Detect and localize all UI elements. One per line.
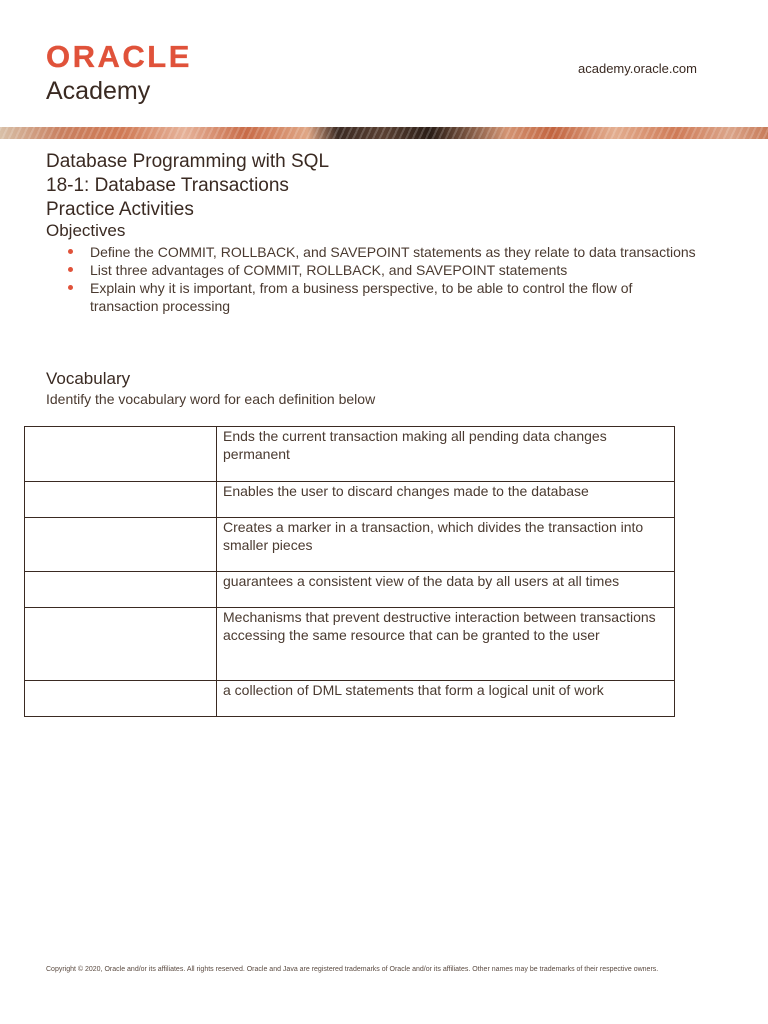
table-row bbox=[25, 482, 675, 518]
document-titles bbox=[46, 150, 329, 222]
vocab-term-cell[interactable] bbox=[25, 681, 217, 717]
vocab-definition-cell: Mechanisms that prevent destructive interaction between transactions accessing the same resource that can be granted to the user bbox=[217, 608, 675, 681]
vocab-term-cell[interactable] bbox=[25, 572, 217, 608]
objective-text: List three advantages of COMMIT, ROLLBACK, and SAVEPOINT statements bbox=[90, 262, 568, 278]
objectives-list bbox=[68, 243, 698, 315]
table-row bbox=[25, 427, 675, 482]
objective-text: Define the COMMIT, ROLLBACK, and SAVEPOINT statements as they relate to data transactions bbox=[90, 244, 696, 260]
vocab-definition-cell: guarantees a consistent view of the data by all users at all times bbox=[217, 572, 675, 608]
oracle-logo-word: ORACLE bbox=[46, 39, 192, 74]
site-url: academy.oracle.com bbox=[578, 61, 697, 76]
vocab-definition-cell: a collection of DML statements that form a logical unit of work bbox=[217, 681, 675, 717]
academy-logo-text: Academy bbox=[46, 77, 151, 105]
course-title: Database Programming with SQL bbox=[46, 151, 330, 172]
lesson-title: 18-1: Database Transactions bbox=[46, 175, 289, 196]
vocabulary-instructions: Identify the vocabulary word for each definition below bbox=[46, 391, 376, 407]
table-row bbox=[25, 608, 675, 681]
vocabulary-table bbox=[24, 426, 675, 717]
objective-item bbox=[68, 243, 698, 261]
vocab-term-cell[interactable] bbox=[25, 427, 217, 482]
vocab-definition-cell: Creates a marker in a transaction, which divides the transaction into smaller pieces bbox=[217, 518, 675, 572]
objective-text: Explain why it is important, from a business perspective, to be able to control the flow of transaction processing bbox=[90, 280, 633, 314]
bullet-icon bbox=[68, 249, 73, 254]
decorative-banner bbox=[0, 127, 768, 139]
table-row bbox=[25, 518, 675, 572]
vocab-term-cell[interactable] bbox=[25, 608, 217, 681]
table-row bbox=[25, 572, 675, 608]
activity-title: Practice Activities bbox=[46, 199, 194, 220]
objectives-heading: Objectives bbox=[46, 221, 126, 240]
vocab-definition-cell: Enables the user to discard changes made to the database bbox=[217, 482, 675, 518]
objective-item bbox=[68, 279, 698, 315]
vocab-definition-cell: Ends the current transaction making all pending data changes permanent bbox=[217, 427, 675, 482]
objective-item bbox=[68, 261, 698, 279]
oracle-academy-logo bbox=[46, 40, 192, 106]
bullet-icon bbox=[68, 285, 73, 290]
vocab-term-cell[interactable] bbox=[25, 482, 217, 518]
vocab-term-cell[interactable] bbox=[25, 518, 217, 572]
bullet-icon bbox=[68, 267, 73, 272]
copyright-footer: Copyright © 2020, Oracle and/or its affiliates. All rights reserved. Oracle and Java are registered trademarks of Oracle and/or its affiliates. Other names may be trademarks of their respective owners. bbox=[46, 966, 659, 973]
vocabulary-heading: Vocabulary bbox=[46, 369, 131, 388]
table-row bbox=[25, 681, 675, 717]
